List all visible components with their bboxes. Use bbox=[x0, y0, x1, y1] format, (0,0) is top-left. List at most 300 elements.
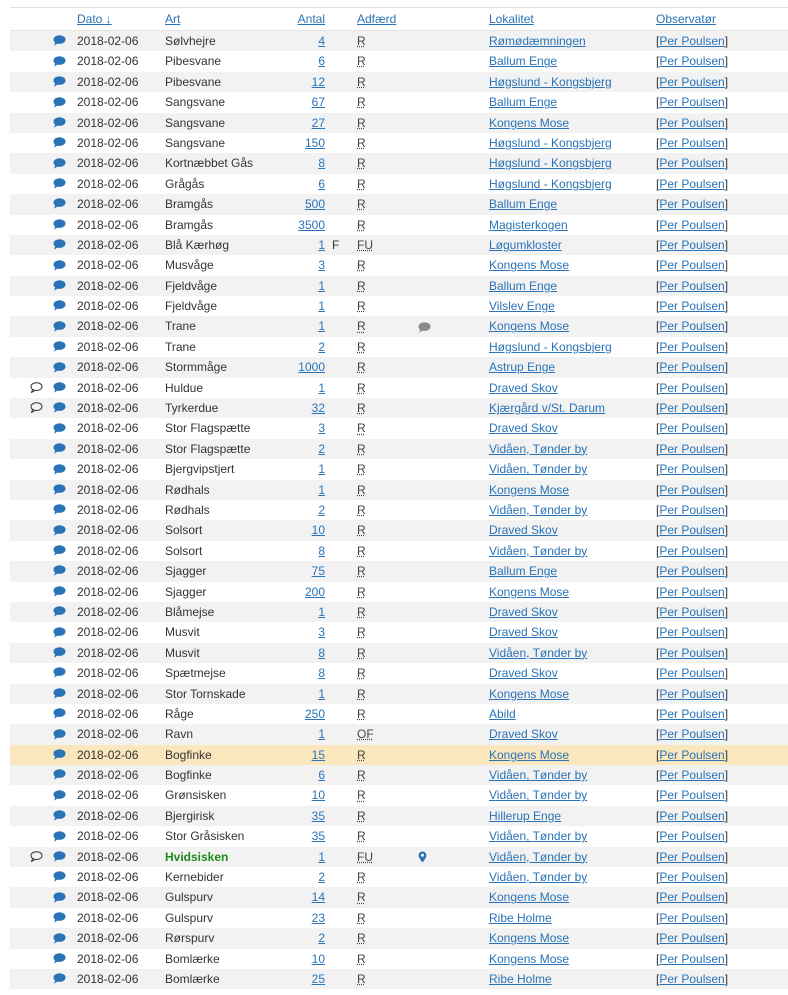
observer-link[interactable]: Per Poulsen bbox=[659, 849, 725, 864]
behaviour-abbr: R bbox=[357, 421, 366, 436]
count-link[interactable]: 1 bbox=[318, 319, 325, 334]
date-cell: 2018-02-06 bbox=[77, 971, 139, 986]
species-cell: Musvit bbox=[165, 645, 200, 660]
species-cell: Musvit bbox=[165, 625, 200, 640]
observer-link[interactable]: Per Poulsen bbox=[659, 401, 725, 416]
count-link[interactable]: 10 bbox=[311, 523, 325, 538]
observer-link[interactable]: Per Poulsen bbox=[659, 299, 725, 314]
grey-comment-icon[interactable] bbox=[418, 316, 434, 336]
count-link[interactable]: 25 bbox=[311, 971, 325, 986]
comment-bubble-icon[interactable] bbox=[53, 602, 67, 622]
date-cell: 2018-02-06 bbox=[77, 360, 139, 375]
behaviour-abbr: R bbox=[357, 829, 366, 844]
count-link[interactable]: 8 bbox=[318, 156, 325, 171]
date-cell: 2018-02-06 bbox=[77, 54, 139, 69]
observer-link[interactable]: Per Poulsen bbox=[659, 768, 725, 783]
comment-bubble-icon[interactable] bbox=[53, 806, 67, 826]
table-row: 2018-02-06 Sjagger 75 R Ballum Enge [Per Poulsen] bbox=[10, 561, 788, 581]
count-link[interactable]: 10 bbox=[311, 951, 325, 966]
table-row: 2018-02-06 Bogfinke 6 R Vidåen, Tønder by [Per Poulsen] bbox=[10, 765, 788, 785]
table-row: 2018-02-06 Blå Kærhøg 1 F FU Løgumkloster [Per Poulsen] bbox=[10, 235, 788, 255]
behaviour-abbr: FU bbox=[357, 237, 373, 252]
table-row: 2018-02-06 Sangsvane 67 R Ballum Enge [Per Poulsen] bbox=[10, 92, 788, 112]
behaviour-abbr: R bbox=[357, 278, 366, 293]
date-cell: 2018-02-06 bbox=[77, 401, 139, 416]
observer-link[interactable]: Per Poulsen bbox=[659, 502, 725, 517]
count-link[interactable]: 3500 bbox=[298, 217, 325, 232]
sort-by-behaviour-link[interactable]: Adfærd bbox=[357, 12, 397, 26]
location-link[interactable]: Vidåen, Tønder by bbox=[489, 870, 588, 885]
behaviour-abbr: R bbox=[357, 584, 366, 599]
count-link[interactable]: 3 bbox=[318, 421, 325, 436]
behaviour-abbr: R bbox=[357, 441, 366, 456]
behaviour-abbr: R bbox=[357, 971, 366, 986]
date-cell: 2018-02-06 bbox=[77, 135, 139, 150]
behaviour-abbr: R bbox=[357, 564, 366, 579]
observer-link[interactable]: Per Poulsen bbox=[659, 441, 725, 456]
count-link[interactable]: 500 bbox=[304, 197, 325, 212]
location-link[interactable]: Kongens Mose bbox=[489, 584, 570, 599]
observer-link[interactable]: Per Poulsen bbox=[659, 258, 725, 273]
comment-bubble-icon[interactable] bbox=[53, 133, 67, 153]
sort-by-count-link[interactable]: Antal bbox=[297, 12, 325, 26]
comment-bubble-icon[interactable] bbox=[53, 72, 67, 92]
species-cell: Solsort bbox=[165, 523, 203, 538]
location-link[interactable]: Kongens Mose bbox=[489, 931, 570, 946]
comment-bubble-icon[interactable] bbox=[53, 378, 67, 398]
observer-link[interactable]: Per Poulsen bbox=[659, 645, 725, 660]
location-link[interactable]: Kongens Mose bbox=[489, 319, 570, 334]
location-link[interactable]: Astrup Enge bbox=[489, 360, 556, 375]
table-body bbox=[10, 31, 788, 989]
comment-outline-icon[interactable] bbox=[30, 398, 44, 418]
comment-bubble-icon[interactable] bbox=[53, 643, 67, 663]
comment-bubble-icon[interactable] bbox=[53, 480, 67, 500]
behaviour-abbr: R bbox=[357, 502, 366, 517]
date-cell: 2018-02-06 bbox=[77, 115, 139, 130]
comment-bubble-icon[interactable] bbox=[53, 520, 67, 540]
location-link[interactable]: Høgslund - Kongsbjerg bbox=[489, 176, 612, 191]
count-link[interactable]: 2 bbox=[318, 870, 325, 885]
observer-link[interactable]: Per Poulsen bbox=[659, 788, 725, 803]
observer-link[interactable]: Per Poulsen bbox=[659, 971, 725, 986]
comment-bubble-icon[interactable] bbox=[53, 887, 67, 907]
species-cell: Sølvhejre bbox=[165, 34, 216, 48]
observer-link[interactable]: Per Poulsen bbox=[659, 727, 725, 742]
behaviour-abbr: R bbox=[357, 217, 366, 232]
observer-link[interactable]: Per Poulsen bbox=[659, 564, 725, 579]
behaviour-abbr: R bbox=[357, 788, 366, 803]
behaviour-abbr: R bbox=[357, 808, 366, 823]
species-cell: Rødhals bbox=[165, 502, 210, 517]
behaviour-abbr: R bbox=[357, 135, 366, 150]
count-link[interactable]: 150 bbox=[304, 135, 325, 150]
comment-bubble-icon[interactable] bbox=[53, 561, 67, 581]
comment-bubble-icon[interactable] bbox=[53, 113, 67, 133]
comment-bubble-icon[interactable] bbox=[53, 235, 67, 255]
location-link[interactable]: Draved Skov bbox=[489, 523, 558, 538]
location-link[interactable]: Ribe Holme bbox=[489, 910, 552, 925]
species-cell: Råge bbox=[165, 706, 194, 721]
comment-bubble-icon[interactable] bbox=[53, 582, 67, 602]
sort-by-species-link[interactable]: Art bbox=[165, 12, 181, 26]
observer-link[interactable]: Per Poulsen bbox=[659, 666, 725, 681]
behaviour-abbr: R bbox=[357, 523, 366, 538]
species-cell: Stor Flagspætte bbox=[165, 441, 251, 456]
count-link[interactable]: 12 bbox=[311, 74, 325, 89]
behaviour-abbr: R bbox=[357, 95, 366, 110]
location-link[interactable]: Kongens Mose bbox=[489, 115, 570, 130]
observer-link[interactable]: Per Poulsen bbox=[659, 176, 725, 191]
comment-bubble-icon[interactable] bbox=[53, 316, 67, 336]
species-cell: Sangsvane bbox=[165, 135, 226, 150]
date-cell: 2018-02-06 bbox=[77, 176, 139, 191]
species-cell: Fjeldvåge bbox=[165, 299, 218, 314]
behaviour-abbr: R bbox=[357, 666, 366, 681]
table-row: 2018-02-06 Rødhals 2 R Vidåen, Tønder by [Per Poulsen] bbox=[10, 500, 788, 520]
date-cell: 2018-02-06 bbox=[77, 502, 139, 517]
observer-link[interactable]: Per Poulsen bbox=[659, 278, 725, 293]
comment-bubble-icon[interactable] bbox=[53, 174, 67, 194]
observer-link[interactable]: Per Poulsen bbox=[659, 115, 725, 130]
table-row: 2018-02-06 Rødhals 1 R Kongens Mose [Per Poulsen] bbox=[10, 480, 788, 500]
comment-bubble-icon[interactable] bbox=[53, 745, 67, 765]
location-link[interactable]: Draved Skov bbox=[489, 727, 558, 742]
species-cell: Hvidsisken bbox=[165, 849, 229, 864]
table-row: 2018-02-06 Solsort 10 R Draved Skov [Per Poulsen] bbox=[10, 520, 788, 540]
comment-bubble-icon[interactable] bbox=[53, 785, 67, 805]
observer-link[interactable]: Per Poulsen bbox=[659, 910, 725, 925]
observer-link[interactable]: Per Poulsen bbox=[659, 360, 725, 375]
observer-link[interactable]: Per Poulsen bbox=[659, 135, 725, 150]
count-link[interactable]: 1000 bbox=[298, 360, 325, 375]
location-link[interactable]: Vilslev Enge bbox=[489, 299, 555, 314]
observer-link[interactable]: Per Poulsen bbox=[659, 54, 725, 69]
observer-link[interactable]: Per Poulsen bbox=[659, 808, 725, 823]
observer-link[interactable]: Per Poulsen bbox=[659, 380, 725, 395]
count-link[interactable]: 8 bbox=[318, 645, 325, 660]
table-row: 2018-02-06 Bomlærke 25 R Ribe Holme [Per Poulsen] bbox=[10, 969, 788, 989]
comment-bubble-icon[interactable] bbox=[53, 194, 67, 214]
observer-link[interactable]: Per Poulsen bbox=[659, 421, 725, 436]
location-link[interactable]: Kongens Mose bbox=[489, 890, 570, 905]
table-row: 2018-02-06 Råge 250 R Abild [Per Poulsen] bbox=[10, 704, 788, 724]
comment-bubble-icon[interactable] bbox=[53, 296, 67, 316]
comment-bubble-icon[interactable] bbox=[53, 541, 67, 561]
count-link[interactable]: 6 bbox=[318, 176, 325, 191]
location-link[interactable]: Kongens Mose bbox=[489, 747, 570, 762]
comment-bubble-icon[interactable] bbox=[53, 398, 67, 418]
behaviour-abbr: R bbox=[357, 401, 366, 416]
location-link[interactable]: Kongens Mose bbox=[489, 951, 570, 966]
behaviour-abbr: R bbox=[357, 319, 366, 334]
location-link[interactable]: Rømødæmningen bbox=[489, 34, 586, 48]
location-link[interactable]: Ballum Enge bbox=[489, 278, 558, 293]
count-link[interactable]: 1 bbox=[318, 727, 325, 742]
comment-bubble-icon[interactable] bbox=[53, 826, 67, 846]
species-cell: Bjergirisk bbox=[165, 808, 215, 823]
count-link[interactable]: 1 bbox=[318, 686, 325, 701]
observer-link[interactable]: Per Poulsen bbox=[659, 543, 725, 558]
observer-link[interactable]: Per Poulsen bbox=[659, 686, 725, 701]
species-cell: Bramgås bbox=[165, 217, 214, 232]
table-row: 2018-02-06 Musvit 8 R Vidåen, Tønder by [Per Poulsen] bbox=[10, 643, 788, 663]
species-cell: Trane bbox=[165, 319, 196, 334]
count-link[interactable]: 15 bbox=[311, 747, 325, 762]
comment-bubble-icon[interactable] bbox=[53, 215, 67, 235]
count-link[interactable]: 3 bbox=[318, 258, 325, 273]
count-link[interactable]: 2 bbox=[318, 441, 325, 456]
location-link[interactable]: Magisterkogen bbox=[489, 217, 568, 232]
comment-bubble-icon[interactable] bbox=[53, 684, 67, 704]
comment-bubble-icon[interactable] bbox=[53, 153, 67, 173]
location-link[interactable]: Draved Skov bbox=[489, 625, 558, 640]
observer-link[interactable]: Per Poulsen bbox=[659, 870, 725, 885]
observer-link[interactable]: Per Poulsen bbox=[659, 482, 725, 497]
location-link[interactable]: Løgumkloster bbox=[489, 237, 562, 252]
comment-bubble-icon[interactable] bbox=[53, 928, 67, 948]
comment-bubble-icon[interactable] bbox=[53, 255, 67, 275]
location-link[interactable]: Draved Skov bbox=[489, 604, 558, 619]
sort-by-location-link[interactable]: Lokalitet bbox=[489, 12, 534, 26]
comment-bubble-icon[interactable] bbox=[53, 847, 67, 867]
comment-bubble-icon[interactable] bbox=[53, 459, 67, 479]
count-link[interactable]: 14 bbox=[311, 890, 325, 905]
date-cell: 2018-02-06 bbox=[77, 706, 139, 721]
sort-by-date-link[interactable]: Dato ↓ bbox=[77, 12, 112, 26]
count-link[interactable]: 1 bbox=[318, 482, 325, 497]
comment-bubble-icon[interactable] bbox=[53, 663, 67, 683]
observer-link[interactable]: Per Poulsen bbox=[659, 625, 725, 640]
observer-link[interactable]: Per Poulsen bbox=[659, 95, 725, 110]
comment-bubble-icon[interactable] bbox=[53, 949, 67, 969]
behaviour-abbr: FU bbox=[357, 849, 373, 864]
observer-link[interactable]: Per Poulsen bbox=[659, 829, 725, 844]
comment-bubble-icon[interactable] bbox=[53, 765, 67, 785]
observer-link[interactable]: Per Poulsen bbox=[659, 339, 725, 354]
count-link[interactable]: 1 bbox=[318, 604, 325, 619]
observer-link[interactable]: Per Poulsen bbox=[659, 237, 725, 252]
count-link[interactable]: 1 bbox=[318, 462, 325, 477]
count-link[interactable]: 67 bbox=[311, 95, 325, 110]
date-cell: 2018-02-06 bbox=[77, 890, 139, 905]
date-cell: 2018-02-06 bbox=[77, 258, 139, 273]
comment-bubble-icon[interactable] bbox=[53, 908, 67, 928]
comment-outline-icon[interactable] bbox=[30, 847, 44, 867]
comment-bubble-icon[interactable] bbox=[53, 92, 67, 112]
table-row: 2018-02-06 Gulspurv 23 R Ribe Holme [Per Poulsen] bbox=[10, 908, 788, 928]
table-row: 2018-02-06 Huldue 1 R Draved Skov [Per Poulsen] bbox=[10, 378, 788, 398]
count-link[interactable]: 10 bbox=[311, 788, 325, 803]
table-header bbox=[10, 8, 788, 31]
comment-bubble-icon[interactable] bbox=[53, 622, 67, 642]
location-link[interactable]: Kongens Mose bbox=[489, 482, 570, 497]
count-link[interactable]: 2 bbox=[318, 931, 325, 946]
observer-link[interactable]: Per Poulsen bbox=[659, 584, 725, 599]
location-link[interactable]: Vidåen, Tønder by bbox=[489, 441, 588, 456]
date-cell: 2018-02-06 bbox=[77, 829, 139, 844]
behaviour-abbr: R bbox=[357, 870, 366, 885]
behaviour-abbr: R bbox=[357, 706, 366, 721]
sort-by-observer-link[interactable]: Observatør bbox=[656, 12, 717, 26]
comment-bubble-icon[interactable] bbox=[53, 357, 67, 377]
location-link[interactable]: Ballum Enge bbox=[489, 564, 558, 579]
comment-bubble-icon[interactable] bbox=[53, 724, 67, 744]
observer-link[interactable]: Per Poulsen bbox=[659, 319, 725, 334]
observer-link[interactable]: Per Poulsen bbox=[659, 34, 725, 48]
observer-link[interactable]: Per Poulsen bbox=[659, 462, 725, 477]
comment-bubble-icon[interactable] bbox=[53, 969, 67, 989]
species-cell: Solsort bbox=[165, 543, 203, 558]
behaviour-abbr: R bbox=[357, 645, 366, 660]
location-link[interactable]: Vidåen, Tønder by bbox=[489, 543, 588, 558]
comment-bubble-icon[interactable] bbox=[53, 704, 67, 724]
species-cell: Trane bbox=[165, 339, 196, 354]
count-link[interactable]: 32 bbox=[311, 401, 325, 416]
location-link[interactable]: Kjærgård v/St. Darum bbox=[489, 401, 606, 416]
comment-bubble-icon[interactable] bbox=[53, 418, 67, 438]
observer-link[interactable]: Per Poulsen bbox=[659, 890, 725, 905]
comment-bubble-icon[interactable] bbox=[53, 276, 67, 296]
table-row: 2018-02-06 Fjeldvåge 1 R Ballum Enge [Per Poulsen] bbox=[10, 276, 788, 296]
count-link[interactable]: 1 bbox=[318, 299, 325, 314]
date-cell: 2018-02-06 bbox=[77, 237, 139, 252]
table-row: 2018-02-06 Bramgås 500 R Ballum Enge [Per Poulsen] bbox=[10, 194, 788, 214]
observer-link[interactable]: Per Poulsen bbox=[659, 604, 725, 619]
species-cell: Kortnæbbet Gås bbox=[165, 156, 254, 171]
count-link[interactable]: 6 bbox=[318, 768, 325, 783]
location-link[interactable]: Vidåen, Tønder by bbox=[489, 788, 588, 803]
date-cell: 2018-02-06 bbox=[77, 339, 139, 354]
behaviour-abbr: R bbox=[357, 360, 366, 375]
location-link[interactable]: Ribe Holme bbox=[489, 971, 552, 986]
count-link[interactable]: 2 bbox=[318, 502, 325, 517]
comment-bubble-icon[interactable] bbox=[53, 31, 67, 51]
location-link[interactable]: Høgslund - Kongsbjerg bbox=[489, 74, 612, 89]
table-row: 2018-02-06 Kortnæbbet Gås 8 R Høgslund - Kongsbjerg [Per Poulsen] bbox=[10, 153, 788, 173]
comment-bubble-icon[interactable] bbox=[53, 439, 67, 459]
table-row: 2018-02-06 Spætmejse 8 R Draved Skov [Per Poulsen] bbox=[10, 663, 788, 683]
behaviour-abbr: R bbox=[357, 951, 366, 966]
table-row: 2018-02-06 Musvåge 3 R Kongens Mose [Per Poulsen] bbox=[10, 255, 788, 275]
location-link[interactable]: Draved Skov bbox=[489, 380, 558, 395]
location-link[interactable]: Draved Skov bbox=[489, 421, 558, 436]
comment-bubble-icon[interactable] bbox=[53, 337, 67, 357]
count-link[interactable]: 2 bbox=[318, 339, 325, 354]
table-row: 2018-02-06 Trane 2 R Høgslund - Kongsbjerg [Per Poulsen] bbox=[10, 337, 788, 357]
table-row: 2018-02-06 Sangsvane 27 R Kongens Mose [Per Poulsen] bbox=[10, 113, 788, 133]
location-link[interactable]: Ballum Enge bbox=[489, 54, 558, 69]
comment-bubble-icon[interactable] bbox=[53, 867, 67, 887]
observer-link[interactable]: Per Poulsen bbox=[659, 523, 725, 538]
date-cell: 2018-02-06 bbox=[77, 564, 139, 579]
table-row: 2018-02-06 Hvidsisken 1 FU Vidåen, Tønder by [Per Poulsen] bbox=[10, 847, 788, 867]
table-row: 2018-02-06 Tyrkerdue 32 R Kjærgård v/St. Darum [Per Poulsen] bbox=[10, 398, 788, 418]
count-link[interactable]: 1 bbox=[318, 380, 325, 395]
location-link[interactable]: Hillerup Enge bbox=[489, 808, 562, 823]
location-link[interactable]: Høgslund - Kongsbjerg bbox=[489, 339, 612, 354]
observer-link[interactable]: Per Poulsen bbox=[659, 197, 725, 212]
table-row: 2018-02-06 Bjergirisk 35 R Hillerup Enge [Per Poulsen] bbox=[10, 806, 788, 826]
observer-link[interactable]: Per Poulsen bbox=[659, 706, 725, 721]
count-link[interactable]: 23 bbox=[311, 910, 325, 925]
date-cell: 2018-02-06 bbox=[77, 604, 139, 619]
location-link[interactable]: Vidåen, Tønder by bbox=[489, 829, 588, 844]
location-link[interactable]: Kongens Mose bbox=[489, 686, 570, 701]
count-link[interactable]: 4 bbox=[318, 34, 325, 48]
count-link[interactable]: 35 bbox=[311, 829, 325, 844]
count-link[interactable]: 6 bbox=[318, 54, 325, 69]
species-cell: Musvåge bbox=[165, 258, 214, 273]
observer-link[interactable]: Per Poulsen bbox=[659, 747, 725, 762]
comment-bubble-icon[interactable] bbox=[53, 500, 67, 520]
count-link[interactable]: 3 bbox=[318, 625, 325, 640]
location-link[interactable]: Ballum Enge bbox=[489, 95, 558, 110]
location-link[interactable]: Vidåen, Tønder by bbox=[489, 502, 588, 517]
table-row: 2018-02-06 Ravn 1 OF Draved Skov [Per Poulsen] bbox=[10, 724, 788, 744]
species-cell: Spætmejse bbox=[165, 666, 226, 681]
location-link[interactable]: Vidåen, Tønder by bbox=[489, 849, 588, 864]
location-link[interactable]: Ballum Enge bbox=[489, 197, 558, 212]
behaviour-abbr: R bbox=[357, 176, 366, 191]
location-link[interactable]: Høgslund - Kongsbjerg bbox=[489, 135, 612, 150]
count-link[interactable]: 8 bbox=[318, 543, 325, 558]
comment-bubble-icon[interactable] bbox=[53, 51, 67, 71]
map-pin-icon[interactable] bbox=[418, 847, 434, 867]
observer-link[interactable]: Per Poulsen bbox=[659, 156, 725, 171]
observer-link[interactable]: Per Poulsen bbox=[659, 931, 725, 946]
location-link[interactable]: Vidåen, Tønder by bbox=[489, 768, 588, 783]
date-cell: 2018-02-06 bbox=[77, 95, 139, 110]
location-link[interactable]: Abild bbox=[489, 706, 516, 721]
species-cell: Bogfinke bbox=[165, 747, 212, 762]
behaviour-abbr: R bbox=[357, 380, 366, 395]
location-link[interactable]: Draved Skov bbox=[489, 666, 558, 681]
count-link[interactable]: 250 bbox=[304, 706, 325, 721]
date-cell: 2018-02-06 bbox=[77, 951, 139, 966]
location-link[interactable]: Høgslund - Kongsbjerg bbox=[489, 156, 612, 171]
behaviour-abbr: R bbox=[357, 462, 366, 477]
species-cell: Bjergvipstjert bbox=[165, 462, 235, 477]
location-link[interactable]: Vidåen, Tønder by bbox=[489, 462, 588, 477]
table-row: 2018-02-06 Sjagger 200 R Kongens Mose [Per Poulsen] bbox=[10, 582, 788, 602]
count-link[interactable]: 1 bbox=[318, 278, 325, 293]
count-link[interactable]: 1 bbox=[318, 237, 325, 252]
count-link[interactable]: 1 bbox=[318, 849, 325, 864]
species-cell: Stor Tornskade bbox=[165, 686, 246, 701]
date-cell: 2018-02-06 bbox=[77, 74, 139, 89]
species-cell: Stor Gråsisken bbox=[165, 829, 245, 844]
comment-outline-icon[interactable] bbox=[30, 378, 44, 398]
count-link[interactable]: 27 bbox=[311, 115, 325, 130]
location-link[interactable]: Vidåen, Tønder by bbox=[489, 645, 588, 660]
observer-link[interactable]: Per Poulsen bbox=[659, 217, 725, 232]
table-row: 2018-02-06 Gulspurv 14 R Kongens Mose [Per Poulsen] bbox=[10, 887, 788, 907]
observer-link[interactable]: Per Poulsen bbox=[659, 74, 725, 89]
count-link[interactable]: 35 bbox=[311, 808, 325, 823]
count-link[interactable]: 200 bbox=[304, 584, 325, 599]
species-cell: Grønsisken bbox=[165, 788, 227, 803]
species-cell: Sjagger bbox=[165, 584, 207, 599]
pagination-footer bbox=[0, 988, 788, 995]
count-link[interactable]: 8 bbox=[318, 666, 325, 681]
location-link[interactable]: Kongens Mose bbox=[489, 258, 570, 273]
observer-link[interactable]: Per Poulsen bbox=[659, 951, 725, 966]
date-cell: 2018-02-06 bbox=[77, 931, 139, 946]
count-link[interactable]: 75 bbox=[311, 564, 325, 579]
date-cell: 2018-02-06 bbox=[77, 870, 139, 885]
date-cell: 2018-02-06 bbox=[77, 319, 139, 334]
